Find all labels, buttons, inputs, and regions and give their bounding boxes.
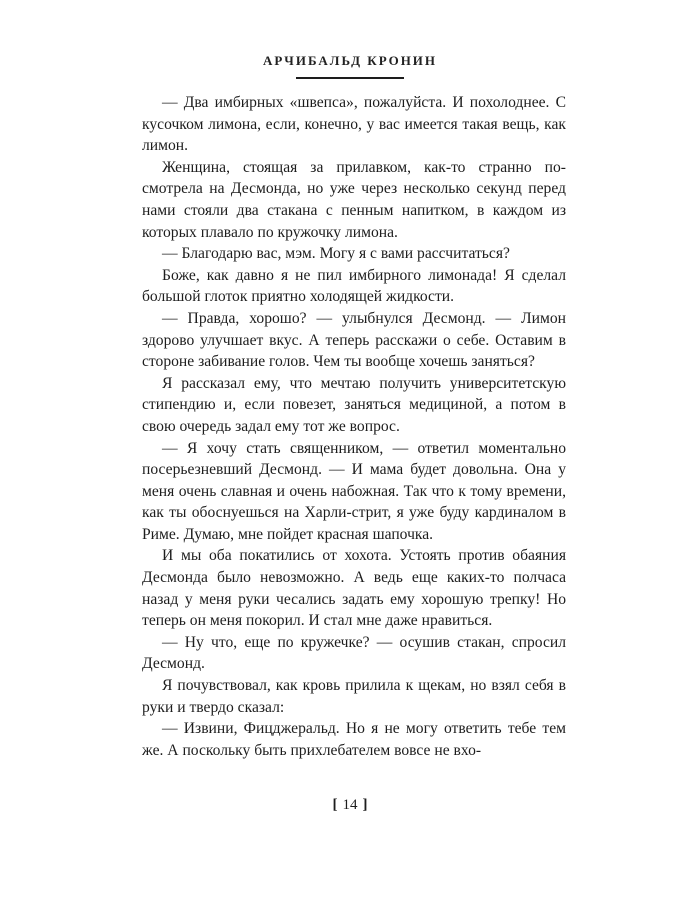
paragraph: И мы оба покатились от хохота. Устоять против обаяния Десмонда было невозможно. А ведь еще каких-то полчаса назад у меня руки чесались задать ему хорошую трепку! Но теперь он меня покорил. И стал мне даже нравиться. <box>142 547 566 630</box>
paragraph: Я рассказал ему, что мечтаю получить университетскую стипендию и, если повезет, заняться медициной, а потом в свою очередь задал ему тот же вопрос. <box>142 374 566 435</box>
paragraph: — Извини, Фицджеральд. Но я не могу ответить тебе тем же. А поскольку быть прихлебателем вовсе не вхо- <box>142 720 566 759</box>
page-text-block <box>142 92 566 761</box>
running-head <box>0 52 700 79</box>
paragraph: — Ну что, еще по кружечке? — осушив стакан, спросил Десмонд. <box>142 633 566 673</box>
paragraph: — Два имбирных «швепса», пожалуйста. И похолоднее. С кусочком лимона, если, конечно, у вас имеется такая вещь, как лимон. <box>142 94 566 155</box>
header-rule <box>296 77 404 79</box>
paragraph: Женщина, стоящая за прилавком, как-то странно посмотрела на Десмонда, но уже через несколько секунд перед нами стояли два стакана с пенным напитком, в каждом из которых плавало по кружочку лимона. <box>142 158 566 241</box>
page-number-footer <box>0 797 700 814</box>
paragraph: — Я хочу стать священником, — ответил моментально посерьезневший Десмонд. — И мама будет довольна. Она у меня очень славная и очень набожная. Так что к тому времени, как ты обоснуешься на Харли-стрит, я уже буду кардиналом в Риме. Думаю, мне пойдет красная шапочка. <box>142 439 566 543</box>
page-number: 14 <box>342 797 358 813</box>
book-author-header: АРЧИБАЛЬД КРОНИН <box>262 53 438 68</box>
folio-bracket-right: ] <box>362 797 368 813</box>
paragraph: Боже, как давно я не пил имбирного лимонада! Я сделал большой глоток приятно холодящей жидкости. <box>142 266 566 306</box>
paragraph: Я почувствовал, как кровь прилила к щекам, но взял себя в руки и твердо сказал: <box>142 677 566 716</box>
folio-bracket-left: [ <box>332 797 338 813</box>
paragraph: — Правда, хорошо? — улыбнулся Десмонд. — Лимон здорово улучшает вкус. А теперь расскажи о себе. Оставим в стороне забивание голов. Чем ты вообще хочешь заняться? <box>142 309 566 371</box>
paragraph: — Благодарю вас, мэм. Могу я с вами рассчитаться? <box>162 245 510 263</box>
